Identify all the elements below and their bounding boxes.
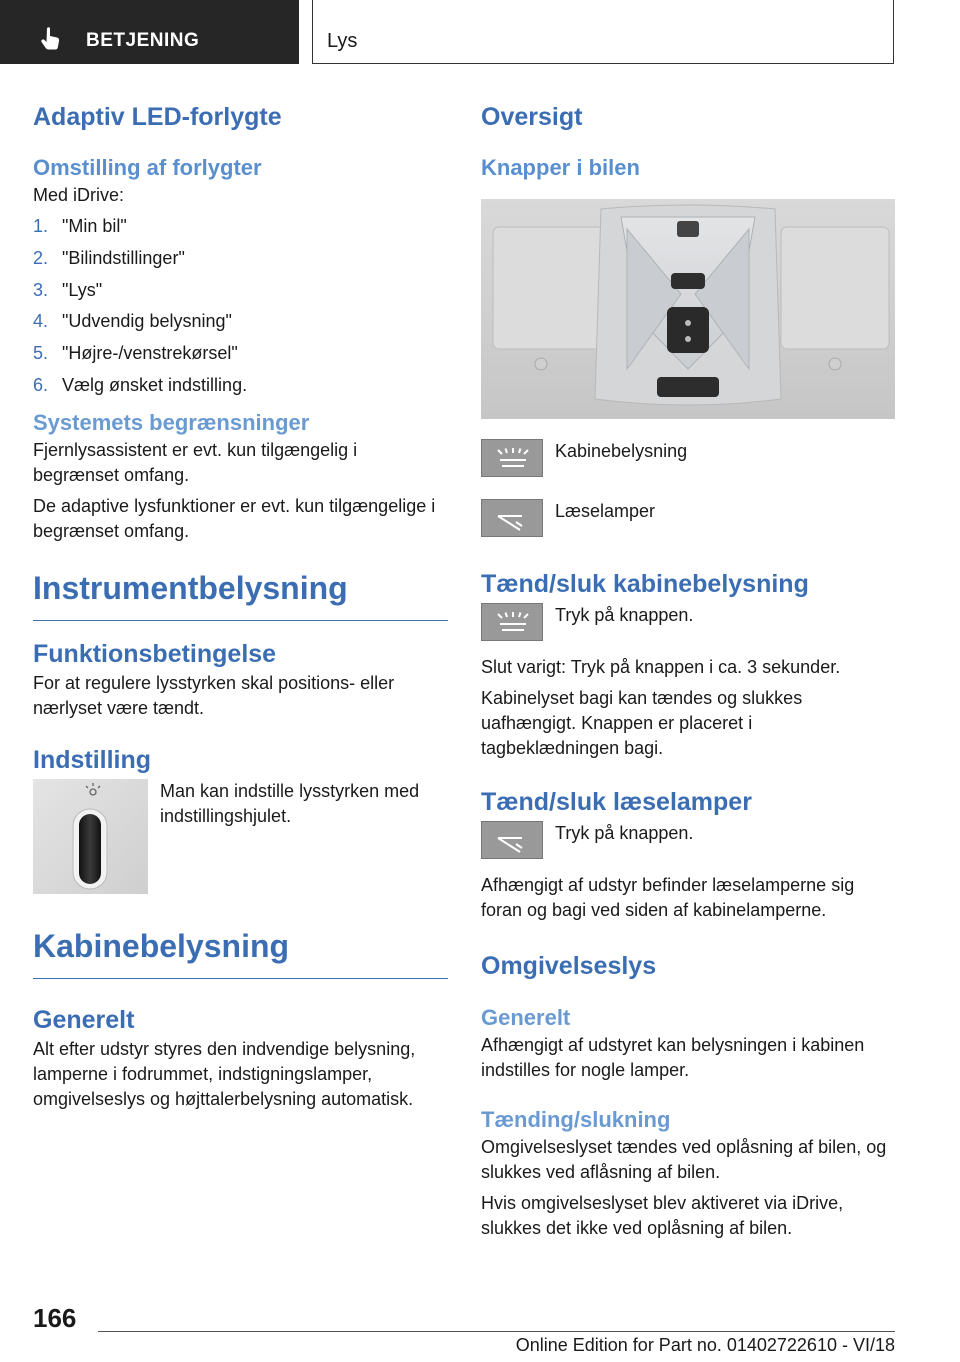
taend-laese-heading: Tænd/sluk læselamper: [481, 788, 752, 816]
taend-laese-row: [481, 821, 895, 859]
idrive-steps: [33, 214, 448, 398]
chapter-label: Lys: [327, 30, 358, 52]
footer-divider: [98, 1331, 895, 1332]
limits-heading: Systemets begrænsninger: [33, 409, 310, 435]
tryk-text-1: Tryk på knappen.: [555, 605, 694, 625]
reading-light-icon: [481, 821, 543, 859]
page-number: 166: [33, 1303, 77, 1333]
kabine-heading: Kabinebelysning: [33, 924, 448, 979]
indstilling-text: Man kan indstille lysstyrken med indstillingshjulet.: [160, 780, 420, 826]
generelt-heading: Generelt: [33, 1005, 135, 1034]
generelt2-heading: Generelt: [481, 1005, 571, 1030]
kabine-button-label: Kabinebelysning: [555, 441, 688, 461]
tryk-text-2: Tryk på knappen.: [555, 823, 694, 843]
omstilling-heading: Omstilling af forlygter: [33, 155, 262, 180]
knapper-heading: Knapper i bilen: [481, 155, 640, 180]
taending-text-1: Omgivelseslyset tændes ved oplåsning af bilen, og slukkes ved aflåsning af bilen.: [481, 1137, 887, 1182]
funktion-heading: Funktionsbetingelse: [33, 639, 277, 668]
idrive-intro: Med iDrive:: [33, 185, 125, 205]
hand-pointer-icon: [40, 26, 62, 50]
chapter-box: [312, 0, 894, 64]
list-item: 2. "Bilindstillinger": [33, 247, 185, 268]
bagi-text: Kabinelyset bagi kan tændes og slukkes uafhængigt. Knappen er placeret i tagbeklædningen bagi.: [481, 688, 803, 758]
dimmer-wheel-image: [33, 779, 148, 894]
section-tab: [0, 0, 299, 64]
cabin-light-icon: [481, 603, 543, 641]
oversigt-heading: Oversigt: [481, 103, 583, 131]
generelt2-text: Afhængigt af udstyret kan belysningen i kabinen indstilles for nogle lamper.: [481, 1035, 865, 1080]
roof-console-image: [481, 199, 895, 419]
slut-text: Slut varigt: Tryk på knappen i ca. 3 sekunder.: [481, 657, 841, 677]
indstilling-row: [33, 779, 448, 894]
taend-kabine-heading: Tænd/sluk kabinebelysning: [481, 570, 809, 598]
instrument-heading: Instrumentbelysning: [33, 566, 448, 621]
limits-text-2: De adaptive lysfunktioner er evt. kun tilgængelige i begrænset omfang.: [33, 495, 436, 541]
edition-text: Online Edition for Part no. 01402722610 - VI/18: [515, 1335, 895, 1355]
omgivelseslys-heading: Omgivelseslys: [481, 952, 657, 980]
adaptive-led-heading: Adaptiv LED-forlygte: [33, 103, 282, 131]
laese-text: Afhængigt af udstyr befinder læselamperne sig foran og bagi ved siden af kabinelamperne.: [481, 875, 855, 920]
list-item: 1. "Min bil": [33, 216, 127, 236]
cabin-light-icon: [481, 439, 543, 477]
taending-text-2: Hvis omgivelseslyset blev aktiveret via iDrive, slukkes det ikke ved oplåsning af bilen.: [481, 1193, 844, 1238]
taending-heading: Tænding/slukning: [481, 1107, 671, 1132]
taend-kabine-row: [481, 603, 895, 641]
indstilling-heading: Indstilling: [33, 745, 152, 774]
list-item: 5. "Højre-/venstrekørsel": [33, 343, 238, 364]
reading-light-icon: [481, 499, 543, 537]
list-item: 4. "Udvendig belysning": [33, 311, 232, 332]
section-label: BETJENING: [86, 30, 200, 51]
page-footer: [0, 1295, 960, 1355]
right-column: [481, 100, 895, 1241]
limits-text-1: Fjernlysassistent er evt. kun tilgængelig i begrænset omfang.: [33, 439, 358, 485]
list-item: 6. Vælg ønsket indstilling.: [33, 374, 248, 395]
generelt-text: Alt efter udstyr styres den indvendige belysning, lamperne i fodrummet, indstigningslamper, omgivelseslys og højttalerbelysning automatisk.: [33, 1038, 416, 1109]
list-item: 3. "Lys": [33, 279, 103, 300]
laese-button-row: [481, 499, 895, 537]
kabine-button-row: [481, 439, 895, 477]
funktion-text: For at regulere lysstyrken skal positions- eller nærlyset være tændt.: [33, 672, 395, 718]
laese-button-label: Læselamper: [555, 501, 656, 521]
left-column: [33, 100, 448, 1112]
